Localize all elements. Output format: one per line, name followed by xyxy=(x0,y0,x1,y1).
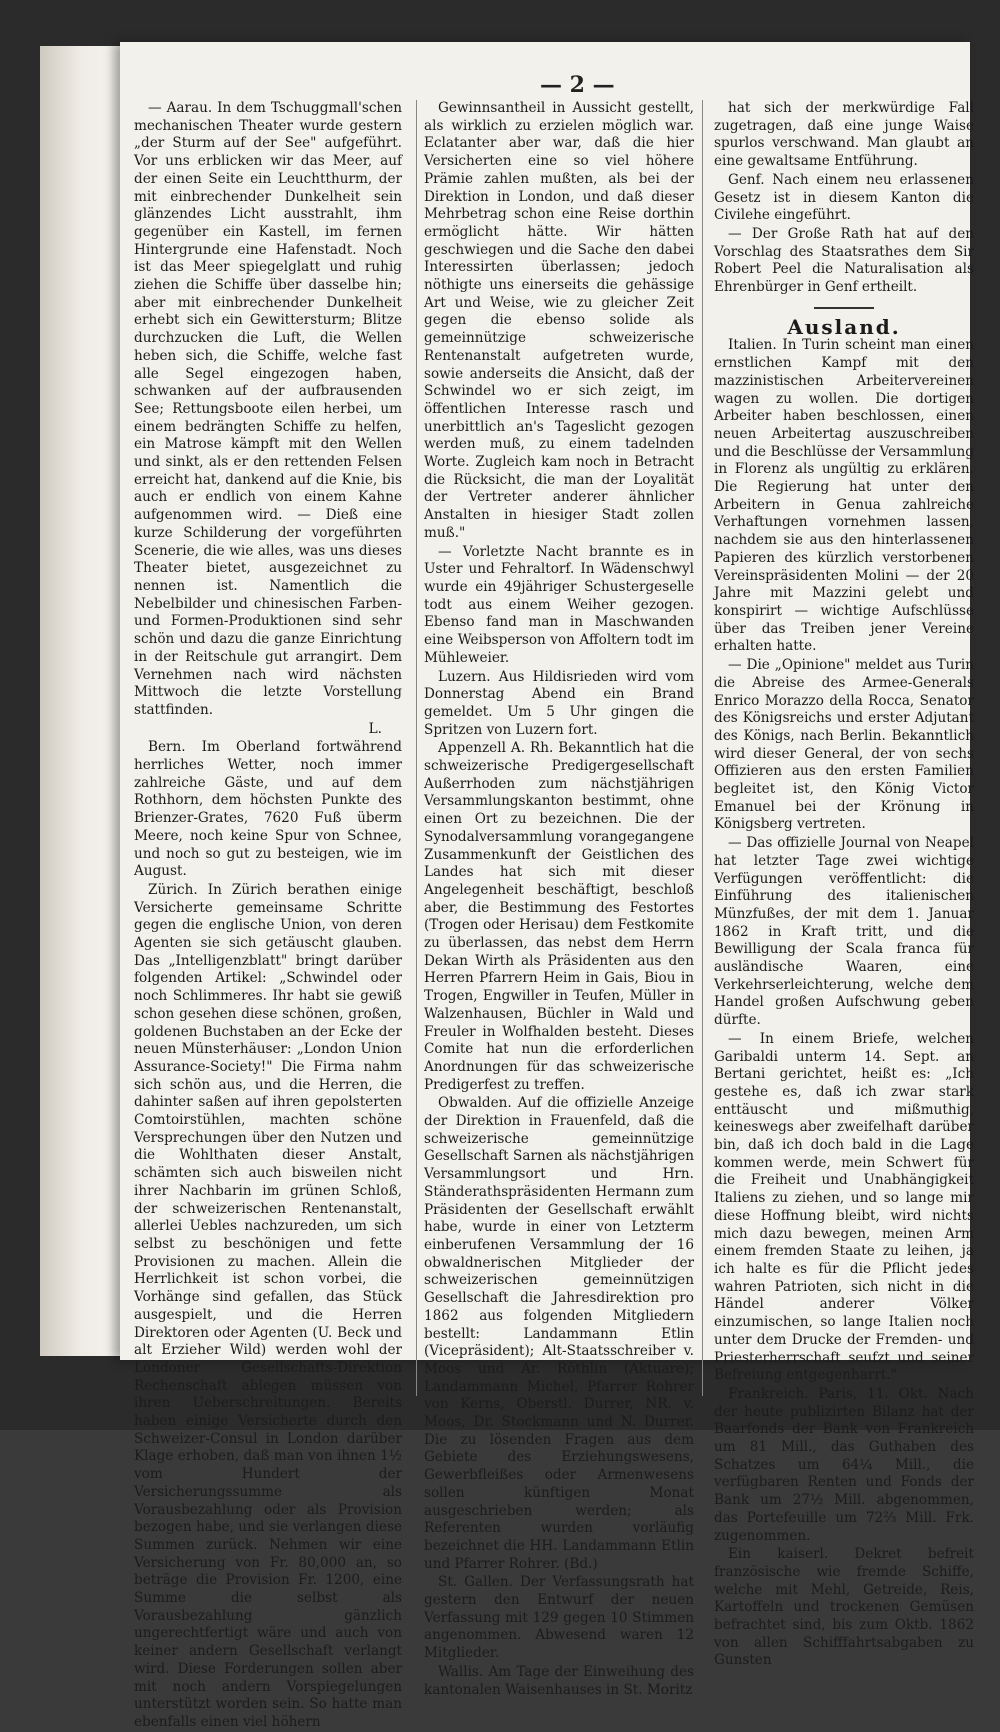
article-signature: L. xyxy=(368,720,382,737)
article-continued: Gewinnsantheil in Aussicht gestellt, als wirklich zu erzielen möglich war. Eclatanter aber war, daß die hier Versicherten eine so viel höhere Prämie zahlen mußten, als bei der Direktion in London, und daß dieser Mehrbetrag schon eine Reise dorthin ermöglicht hätte. Wir hätten geschwiegen und die Sache den dabei Interessirten überlassen; jedoch nöthigte uns einerseits die gehässige Art und Weise, wie zu gleicher Zeit gegen die ebenso solide als gemeinnützige schweizerische Rentenanstalt aufgetreten wurde, sowie anderseits die Ansicht, daß der Schwindel wo er sich zeigt, im öffentlichen Interesse rasch und unerbittlich an's Tageslicht gezogen werden muß, zu einem tadelnden Worte. Zugleich kam noch in Betracht die Rücksicht, die man der Loyalität der Vertreter anderer ähnlicher Anstalten in hiesiger Stadt zollen muß." xyxy=(424,100,694,541)
column-1 xyxy=(134,100,402,1730)
article-bern: Bern. Im Oberland fortwährend herrliches Wetter, noch immer zahlreiche Gäste, und auf dem Rothhorn, dem höchsten Punkte des Brienzer-Grates, 7620 Fuß überm Meere, noch keine Spur von Schnee, und noch so gut zu besteigen, wie im August. xyxy=(134,739,402,880)
article-appenzell: Appenzell A. Rh. Bekanntlich hat die schweizerische Predigergesellschaft Außerrhoden zum nächstjährigen Versammlungskanton bestimmt, ohne einen Ort zu bezeichnen. Die der Synodalversammlung vorangegangene Zusammenkunft der Geistlichen des Landes hat sich mit dieser Angelegenheit beschäftigt, beschloß aber, die Bestimmung des Festortes (Trogen oder Herisau) dem Festkomite zu überlassen, das nebst dem Herrn Dekan Wirth als Präsidenten aus den Herren Pfarrern Heim in Gais, Biou in Trogen, Engwiller in Teufen, Müller in Walzenhausen, Büchler in Wald und Freuler in Wolfhalden besteht. Dieses Comite hat nun die erforderlichen Anordnungen für das schweizerische Predigerfest zu treffen. xyxy=(424,740,694,1093)
article-garibaldi: — In einem Briefe, welchen Garibaldi unterm 14. Sept. an Bertani gerichtet, heißt es: „Ich gestehe es, daß ich zwar stark enttäuscht und mißmuthig, keineswegs aber zweifelhaft darüber bin, daß ich doch bald in die Lage kommen werde, mein Schwert für die Freiheit und Unabhängigkeit Italiens zu ziehen, und so lange mir diese Hoffnung bleibt, wird nichts mich dazu bewegen, meinen Arm einem fremden Staate zu leihen, ja ich halte es für die Pflicht jedes wahren Patrioten, sich nicht in die Händel anderer Völker einzumischen, so lange Italien noch unter dem Drucke der Fremden- und Priesterherrschaft seufzt und seiner Befreiung entgegenharrt." xyxy=(714,1030,974,1384)
article-neapel: — Das offizielle Journal von Neapel hat letzter Tage zwei wichtige Verfügungen veröffentlicht: die Einführung des italienischen Münzfußes, der mit dem 1. Januar 1862 in Kraft tritt, und die Bewilligung der Scala franca für ausländische Waaren, eine Verkehrserleichterung, welche dem Handel großen Aufschwung geben dürfte. xyxy=(714,835,974,1029)
article-continued-wallis: hat sich der merkwürdige Fall zugetragen, daß eine junge Waise spurlos verschwand. Man glaubt an eine gewaltsame Entführung. xyxy=(714,100,974,170)
article-aarau: — Aarau. In dem Tschuggmall'schen mechanischen Theater wurde gestern „der Sturm auf der See" aufgeführt. Vor uns erblicken wir das Meer, auf der einen Seite ein Leuchtthurm, der mit einbrechender Dunkelheit sein glänzendes Licht ausstrahlt, ihm gegenüber ein Kastell, im fernen Hintergrunde eine Hafenstadt. Noch ist das Meer spiegelglatt und ruhig ziehen die Schiffe über dasselbe hin; aber mit einbrechender Dunkelheit erhebt sich ein Gewittersturm; Blitze durchzucken die Luft, die Wellen heben sich, die Schiffe, welche fast alle Segel eingezogen haben, schwanken auf der aufbrausenden See; Rettungsboote eilen herbei, um einem bedrängten Schiffe zu helfen, ein Matrose kämpft mit den Wellen und sinkt, als er den rettenden Felsen erreicht hat, dankend auf die Knie, bis auch er endlich von einem Kahne aufgenommen wird. — Dieß eine kurze Schilderung der vorgeführten Scenerie, die wie alles, was uns dieses Theater bietet, ausgezeichnet zu nennen ist. Namentlich die Nebelbilder und chinesischen Farben- und Formen-Produktionen sind sehr schön und dazu die ganze Einrichtung in der Reitschule gut arrangirt. Dem Vernehmen nach wird nächsten Mittwoch die letzte Vorstellung stattfinden. xyxy=(134,100,402,718)
article-uster: — Vorletzte Nacht brannte es in Uster und Fehraltorf. In Wädenschwyl wurde ein 49jähriger Schustergeselle todt aus einem Weiher gezogen. Ebenso fand man in Maschwanden eine Weibsperson von Affoltern todt im Mühleweier. xyxy=(424,543,694,666)
article-italien: Italien. In Turin scheint man einen ernstlichen Kampf mit den mazzinistischen Arbeitervereinen wagen zu wollen. Die dortigen Arbeiter haben beschlossen, einen neuen Arbeitertag auszuschreiben und die Beschlüsse der Versammlung in Florenz als ungültig zu erklären. Die Regierung hat unter den Arbeitern in Genua zahlreiche Verhaftungen vornehmen lassen, nachdem sie aus den hinterlassenen Papieren des kürzlich verstorbenen Vereinspräsidenten Molini — der 20 Jahre mit Mazzini gelebt und konspirirt — wichtige Aufschlüsse über das Treiben jener Vereine erhalten hatte. xyxy=(714,337,974,655)
column-2 xyxy=(424,100,694,1698)
page-number: — 2 — xyxy=(540,72,615,98)
column-3 xyxy=(714,100,974,1669)
article-frankreich: Frankreich. Paris, 11. Okt. Nach der heute publizirten Bilanz hat der Baarfonds der Bank von Frankreich um 81 Mill., das Guthaben des Schatzes um 64¼ Mill., die verfügbaren Renten und Fonds der Bank um 27½ Mill. abgenommen, das Portefeuille um 72⅔ Mill. Frk. zugenommen. xyxy=(714,1385,974,1544)
separator-line xyxy=(814,307,874,309)
article-columns xyxy=(134,100,994,1730)
article-zuerich: Zürich. In Zürich berathen einige Versicherte gemeinsame Schritte gegen die englische Union, von deren Agenten sie sich getäuscht glauben. Das „Intelligenzblatt" bringt darüber folgenden Artikel: „Schwindel oder noch Schlimmeres. Ihr habt sie gewiß schon gesehen diese schönen, großen, goldenen Buchstaben an der Ecke der neuen Münsterhäuser: „London Union Assurance-Society!" Die Firma nahm sich schön aus, und die Herren, die dahinter saßen auf ihren gepolsterten Comtoirstühlen, machten schöne Versprechungen über den Nutzen und die Wohlthaten dieser Anstalt, schämten sich auch bisweilen nicht ihrer Nachbarin im grünen Schloß, der schweizerischen Rentenanstalt, allerlei Uebles nachzureden, um sich selbst zu beschönigen und fette Provisionen zu machen. Allein die Herrlichkeit ist schon vorbei, die Vorhänge sind gefallen, das Stück ausgespielt, und die Herren Direktoren oder Agenten (U. Beck und alt Erzieher Wild) werden wohl der Londoner Gesellschafts-Direktion Rechenschaft ablegen müssen von ihren Ueberschreitungen. Bereits haben einige Versicherte durch den Schweizer-Consul in London darüber Klage erhoben, daß man von ihnen 1½ vom Hundert der Versicherungssumme als Vorausbezahlung oder als Provision bezogen habe, und sie verlangen diese Summen zurück. Nehmen wir eine Versicherung von Fr. 80,000 an, so beträge die Provision Fr. 1200, eine Summe die selbst als Vorausbezahlung gänzlich ungerechtfertigt wäre und auch von keiner andern Gesellschaft verlangt wird. Diese Forderungen sollen aber mit noch andern Vorspiegelungen unterstützt worden sein. So hatte man ebenfalls einen viel höhern xyxy=(134,881,402,1730)
article-luzern: Luzern. Aus Hildisrieden wird vom Donnerstag Abend ein Brand gemeldet. Um 5 Uhr gingen die Spritzen von Luzern fort. xyxy=(424,668,694,738)
article-opinione: — Die „Opinione" meldet aus Turin die Abreise des Armee-Generals Enrico Morazzo della Rocca, Senator des Königsreichs und erster Adjutant des Königs, nach Berlin. Bekanntlich wird dieser General, der von sechs Offizieren aus den ersten Familien begleitet ist, den König Victor Emanuel bei der Krönung in Königsberg vertreten. xyxy=(714,657,974,833)
article-dekret: Ein kaiserl. Dekret befreit französische wie fremde Schiffe, welche mit Mehl, Getreide, Reis, Kartoffeln und trockenen Gemüsen befrachtet sind, bis zum Oktb. 1862 von allen Schifffahrtsabgaben zu Gunsten xyxy=(714,1546,974,1669)
article-obwalden: Obwalden. Auf die offizielle Anzeige der Direktion in Frauenfeld, daß die schweizerische gemeinnützige Gesellschaft Sarnen als nächstjährigen Versammlungsort und Hrn. Ständerathspräsidenten Hermann zum Präsidenten der Gesellschaft erwählt habe, wurde in einer von Letzterm einberufenen Versammlung der 16 obwaldnerischen Mitglieder der schweizerischen gemeinnützigen Gesellschaft die Jahresdirektion pro 1862 aus folgenden Mitgliedern bestellt: Landammann Etlin (Vicepräsident); Alt-Staatsschreiber v. Moos und Ar. Röthlin (Aktuare); Landammann Michel, Pfarrer Rohrer von Kerns, Oberstl. Durrer, NR. v. Moos, Dr. Stockmann und N. Durrer. Die zu lösenden Fragen aus dem Gebiete des Erziehungswesens, Gewerbfleißes oder Armenwesens sollen künftigen Monat ausgeschrieben werden; als Referenten wurden vorläufig bezeichnet die HH. Landammann Etlin und Pfarrer Rohrer. (Bd.) xyxy=(424,1095,694,1572)
article-genf-naturalisation: — Der Große Rath hat auf den Vorschlag des Staatsrathes dem Sir Robert Peel die Naturalisation als Ehrenbürger in Genf ertheilt. xyxy=(714,225,974,296)
section-heading-ausland: Ausland. xyxy=(787,314,901,339)
article-genf: Genf. Nach einem neu erlassenen Gesetz ist in diesem Kanton die Civilehe eingeführt. xyxy=(714,171,974,224)
book-edge xyxy=(40,46,122,1356)
article-st-gallen: St. Gallen. Der Verfassungsrath hat gestern den Entwurf der neuen Verfassung mit 129 gegen 10 Stimmen angenommen. Abwesend waren 12 Mitglieder. xyxy=(424,1574,694,1662)
article-wallis: Wallis. Am Tage der Einweihung des kantonalen Waisenhauses in St. Moritz xyxy=(424,1663,694,1698)
